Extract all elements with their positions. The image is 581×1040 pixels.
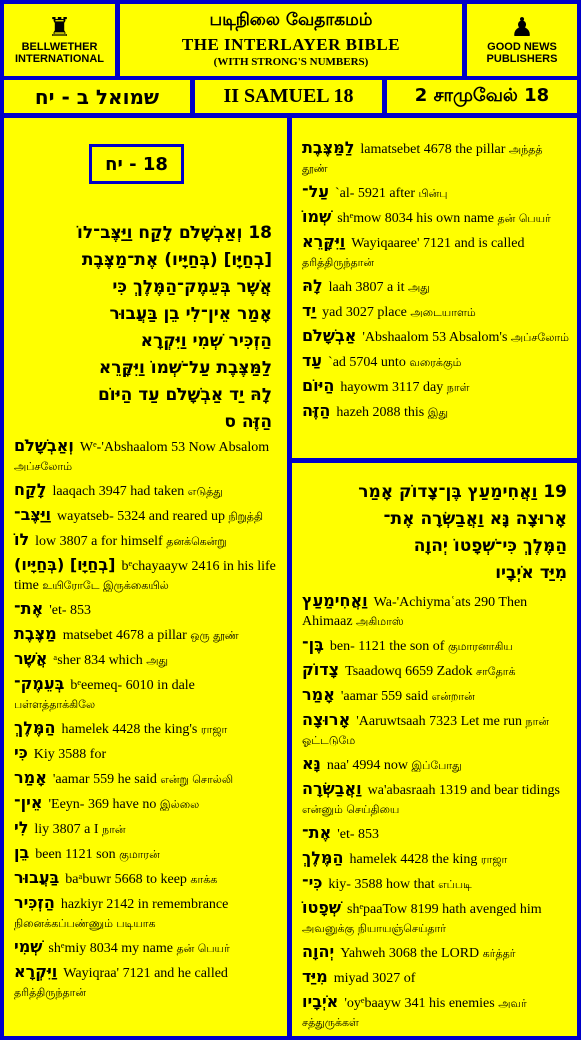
transliteration-gloss: bᵉeemeq- 6010 in dale [70,678,195,693]
word-entry [302,301,569,322]
right-bottom-word-list [302,591,569,1036]
transliteration-gloss: hamelek 4428 the king's [61,722,198,737]
verse-line: [בְחַיָּו] (בְּחַיָּיו) אֶת־מַצֶּבֶת [81,250,272,270]
word-entry [14,743,279,764]
hebrew-word: אֵין־ [14,793,43,812]
verse-line: הַמֶּלֶךְ כִּי־שְׁפָטוֹ יְהוָה [413,536,567,556]
book-hebrew: שמואל ב - יח [4,80,190,113]
word-entry [302,848,569,869]
word-entry [302,276,569,297]
transliteration-gloss: hazkiyr 2142 in remembrance [60,897,229,912]
hebrew-word: מִיַּד [302,967,328,986]
hebrew-word: הַמֶּלֶךְ [302,848,344,867]
hebrew-word: בֶּן־ [302,635,324,654]
right-top-column [292,118,577,458]
tamil-gloss: என்னும் செய்தியை [302,803,400,816]
tamil-gloss: தன் பெயர் [176,942,230,955]
word-entry [14,674,279,714]
word-entry [302,685,569,706]
word-entry [302,207,569,228]
hebrew-word: וַיִּקָּרֵא [302,232,346,251]
hebrew-word: נָּא [302,754,321,773]
tamil-gloss: வரைக்கும் [409,356,462,369]
hebrew-word: צָדוֹק [302,660,340,679]
bellwether-logo [4,4,115,76]
hebrew-word: הַיּוֹם [302,376,335,395]
word-entry [302,942,569,963]
transliteration-gloss: bᵉchayaayw 2416 in his life time [14,559,276,593]
word-entry [14,718,279,739]
transliteration-gloss: 'Abshaalom 53 Absalom's [362,330,508,345]
hebrew-word: בְּעֵמֶק־ [14,674,65,693]
transliteration-gloss: 'Aaruwtsaah 7323 Let me run [356,714,523,729]
tamil-gloss: அந்தத் தூண் [302,143,543,175]
verse-line: אָרוּצָה נָּא וַאֲבַשְּׂרָה אֶת־ [383,509,567,529]
word-entry [302,992,569,1032]
book-english: II SAMUEL 18 [195,80,382,113]
transliteration-gloss: Tsaadowq 6659 Zadok [345,664,473,679]
word-entry [14,793,279,814]
tamil-gloss: நாள் [446,381,470,394]
transliteration-gloss: Kiy 3588 for [33,747,107,762]
transliteration-gloss: naa' 4994 now [326,758,408,773]
transliteration-gloss: kiy- 3588 how that [328,877,435,892]
shepherd-icon: ♜ [47,13,72,43]
hebrew-word: אֶת־ [14,599,44,618]
transliteration-gloss: matsebet 4678 a pillar [62,628,187,643]
transliteration-gloss: Wᵉ-'Abshaalom 53 Now Absalom [79,440,270,455]
tamil-gloss: குமாரன் [119,848,160,861]
word-entry [302,823,569,844]
verse-line: 18 וְאַבְשָׁלֹם לָקַח וַיַּצֶּב־לוֹ [77,223,272,243]
hebrew-word: לַמַּצֶּבֶת [302,138,355,157]
transliteration-gloss: shᵉmiy 8034 my name [48,941,173,956]
verse-19-hebrew [302,479,567,587]
transliteration-gloss: Wayiqaaree' 7121 and is called [351,236,525,251]
word-entry [14,624,279,645]
transliteration-gloss: Yahweh 3068 the LORD [340,946,480,961]
hebrew-word: לִי [14,818,29,837]
word-entry [302,710,569,750]
tamil-gloss: எடுத்து [187,485,223,498]
word-entry [302,967,569,988]
word-entry [302,873,569,894]
hebrew-word: הַזְכִּיר [14,893,55,912]
word-entry [14,962,279,1002]
transliteration-gloss: low 3807 a for himself [35,534,163,549]
hebrew-word: שְׁמוֹ [302,207,332,226]
book-tamil: 2 சாமுவேல் 18 [387,80,577,113]
hebrew-word: אָרוּצָה [302,710,351,729]
transliteration-gloss: hayowm 3117 day [340,380,444,395]
right-top-word-list [302,138,569,426]
hebrew-word: אֲשֶׁר [14,649,48,668]
hebrew-word: מַצֶּבֶת [14,624,57,643]
tamil-gloss: அகிமாஸ் [356,615,404,628]
runner-icon: ♟ [510,13,534,43]
tamil-gloss: அது [407,281,430,294]
chapter-badge: 18 - יח [89,144,184,184]
verse-line: אָמַר אֵין־לִי בֵן בַּעֲבוּר [109,304,272,324]
verse-line: לָהּ יַד אַבְשָׁלֹם עַד הַיּוֹם [97,385,272,405]
transliteration-gloss: 'et- 853 [49,603,92,618]
english-title: THE INTERLAYER BIBLE [181,35,401,54]
tamil-gloss: நான் [102,823,126,836]
verse-line: לַמַּצֶּבֶת עַל־שְׁמוֹ וַיִּקָּרֵא [98,358,272,378]
transliteration-gloss: Wayiqraa' 7121 and he called [63,966,228,981]
transliteration-gloss: yad 3027 place [322,305,407,320]
right-bottom-column [292,463,577,1036]
transliteration-gloss: lamatsebet 4678 the pillar [360,142,506,157]
word-entry [14,768,279,789]
word-entry [302,635,569,656]
word-entry [14,937,279,958]
tamil-gloss: அப்சலோம் [14,460,73,473]
verse-line: 19 וַאֲחִימַעַץ בֶּן־צָדוֹק אָמַר [358,482,567,502]
word-entry [302,401,569,422]
word-entry [14,649,279,670]
good-news-logo-text: GOOD NEWS PUBLISHERS [486,41,558,65]
hebrew-word: וְאַבְשָׁלֹם [14,436,74,455]
transliteration-gloss: ᵃsher 834 which [53,653,143,668]
hebrew-word: וַאֲבַשְּׂרָה [302,779,362,798]
word-entry [14,436,279,476]
transliteration-gloss: miyad 3027 of [333,971,416,986]
tamil-gloss: பின்பு [418,187,448,200]
verse-line: מִיַּד אֹיְבָיו [495,563,567,583]
transliteration-gloss: `al- 5921 after [334,186,416,201]
tamil-gloss: என்று சொல்லி [160,773,234,786]
tamil-title: படிநிலை வேதாகமம் [209,10,373,30]
left-column [4,118,287,1036]
word-entry [14,599,279,620]
tamil-gloss: இல்லை [159,798,200,811]
transliteration-gloss: 'oyᵉbaayw 341 his enemies [344,996,495,1011]
hebrew-word: וַאֲחִימַעַץ [302,591,368,610]
hebrew-word: אָמַר [14,768,47,787]
transliteration-gloss: laaqach 3947 had taken [52,484,185,499]
verse-line: הַזֶּה ס [224,412,272,432]
hebrew-word: יַד [302,301,317,320]
transliteration-gloss: wayatseb- 5324 and reared up [57,509,225,524]
word-entry [14,868,279,889]
word-entry [14,480,279,501]
hebrew-word: הַזֶּה [302,401,331,420]
tamil-gloss: தரித்திருந்தான் [14,986,87,999]
transliteration-gloss: 'Eeyn- 369 have no [48,797,157,812]
hebrew-word: אֶת־ [302,823,332,842]
tamil-gloss: எப்படி [438,878,472,891]
word-entry [302,326,569,347]
tamil-gloss: கர்த்தர் [482,947,516,960]
hebrew-word: [בְחַיָּו] (בְּחַיָּיו) [14,555,116,574]
hebrew-word: לוֹ [14,530,30,549]
transliteration-gloss: baᵃbuwr 5668 to keep [65,872,187,887]
transliteration-gloss: shᵉmow 8034 his own name [337,211,495,226]
tamil-gloss: ராஜா [480,853,508,866]
word-entry [302,754,569,775]
left-word-list [14,436,279,1006]
hebrew-word: לָקַח [14,480,47,499]
word-entry [302,182,569,203]
hebrew-word: וַיַּצֶּב־ [14,505,52,524]
tamil-gloss: அவனுக்கு நியாயஞ்செய்தார் [302,922,447,935]
tamil-gloss: அவர் சத்துருக்கள் [302,997,527,1029]
word-entry [302,591,569,631]
word-entry [302,779,569,819]
tamil-gloss: நான் ஓட்டடுமே [302,715,550,747]
hebrew-word: אֹיְבָיו [302,992,339,1011]
word-entry [302,351,569,372]
word-entry [302,138,569,178]
tamil-gloss: தன் பெயர் [497,212,551,225]
tamil-gloss: அப்சலோம் [510,331,569,344]
hebrew-word: עַד [302,351,323,370]
transliteration-gloss: Wa-'Achiymaʿats 290 Then Ahimaaz [302,595,528,629]
good-news-logo [467,4,577,76]
hebrew-word: עַל־ [302,182,329,201]
hebrew-word: בַּעֲבוּר [14,868,60,887]
transliteration-gloss: been 1121 son [35,847,116,862]
transliteration-gloss: hamelek 4428 the king [349,852,478,867]
tamil-gloss: சாதோக் [475,665,516,678]
hebrew-word: אַבְשָׁלֹם [302,326,357,345]
transliteration-gloss: ben- 1121 the son of [329,639,445,654]
transliteration-gloss: liy 3807 a I [34,822,99,837]
verse-18-hebrew [19,220,272,436]
word-entry [302,660,569,681]
subtitle: (WITH STRONG'S NUMBERS) [213,56,369,68]
tamil-gloss: அடையாளம் [410,306,476,319]
tamil-gloss: இது [427,406,449,419]
transliteration-gloss: shᵉpaaTow 8199 hath avenged him [347,902,542,917]
hebrew-word: שְׁמִי [14,937,43,956]
tamil-gloss: நிறுத்தி [228,510,263,523]
transliteration-gloss: 'aamar 559 he said [52,772,157,787]
hebrew-word: וַיִּקְרָא [14,962,58,981]
transliteration-gloss: laah 3807 a it [328,280,405,295]
tamil-gloss: தரித்திருந்தான் [302,256,375,269]
title-box [120,4,462,76]
word-entry [14,818,279,839]
tamil-gloss: இப்போது [411,759,462,772]
tamil-gloss: பள்ளத்தாக்கிலே [14,698,96,711]
tamil-gloss: ஒரு தூண் [190,629,239,642]
word-entry [14,505,279,526]
tamil-gloss: என்றான் [431,690,475,703]
hebrew-word: שְׁפָטוֹ [302,898,342,917]
hebrew-word: בֵן [14,843,30,862]
word-entry [14,555,279,595]
hebrew-word: יְהוָה [302,942,335,961]
word-entry [14,843,279,864]
tamil-gloss: தனக்கென்று [166,535,227,548]
transliteration-gloss: 'et- 853 [337,827,380,842]
word-entry [14,893,279,933]
tamil-gloss: நினைக்கப்பண்ணும் படியாக [14,917,156,930]
tamil-gloss: அது [146,654,169,667]
hebrew-word: הַמֶּלֶךְ [14,718,56,737]
hebrew-word: לָהּ [302,276,323,295]
verse-line: אֲשֶׁר בְּעֵמֶק־הַמֶּלֶךְ כִּי [112,277,272,297]
word-entry [302,376,569,397]
transliteration-gloss: hazeh 2088 this [336,405,425,420]
hebrew-word: כִּי־ [302,873,323,892]
tamil-gloss: குமாரனாகிய [447,640,513,653]
tamil-gloss: ராஜா [200,723,228,736]
bellwether-logo-text: BELLWETHER INTERNATIONAL [14,41,104,65]
tamil-gloss: உயிரோடே இருக்கையில் [42,579,169,592]
word-entry [302,898,569,938]
word-entry [14,530,279,551]
hebrew-word: כִּי [14,743,28,762]
tamil-gloss: காக்க [190,873,218,886]
transliteration-gloss: `ad 5704 unto [328,355,406,370]
hebrew-word: אָמַר [302,685,335,704]
word-entry [302,232,569,272]
verse-line: הַזְכִּיר שְׁמִי וַיִּקְרָא [140,331,272,351]
transliteration-gloss: wa'abasraah 1319 and bear tidings [367,783,560,798]
transliteration-gloss: 'aamar 559 said [340,689,429,704]
